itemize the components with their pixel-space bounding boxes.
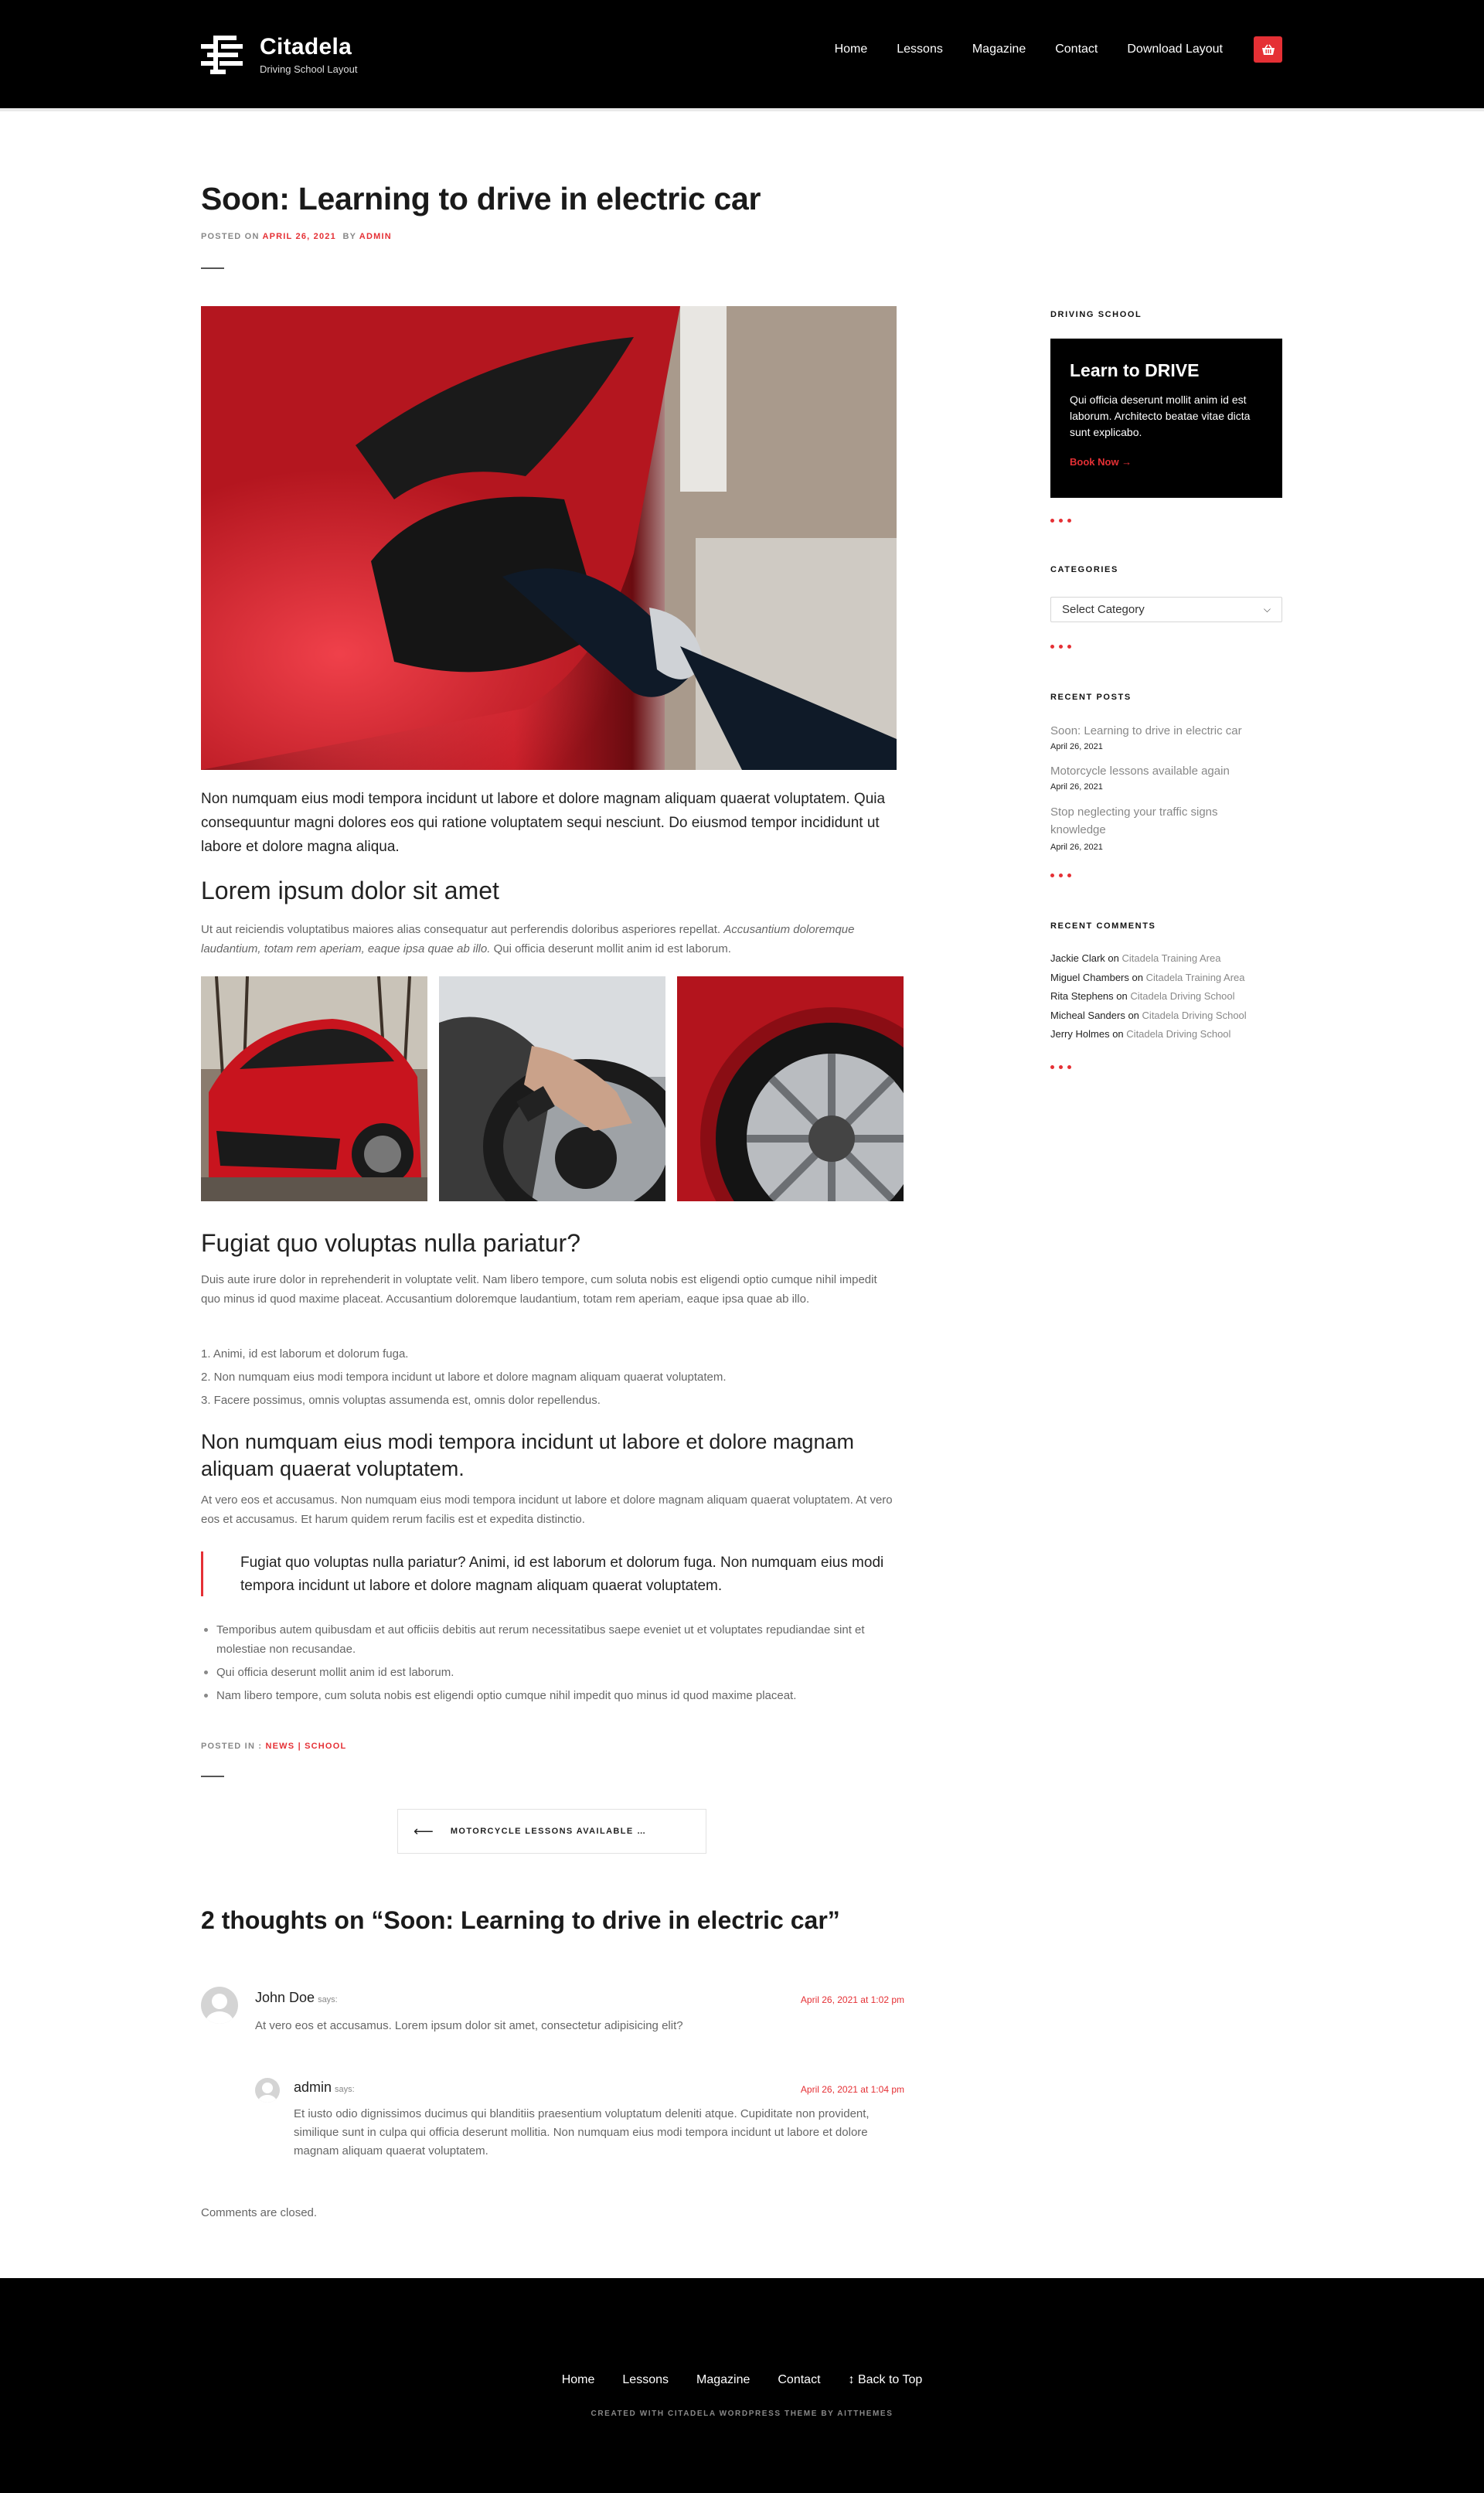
recent-comment-post-link[interactable]: Citadela Driving School xyxy=(1126,1028,1231,1040)
quote-text: Fugiat quo voluptas nulla pariatur? Animi, id est laborum et dolorum fuga. Non numquam eius modi tempora incidunt ut labore et dolore magnam aliquam quaerat voluptatem. xyxy=(240,1555,884,1594)
comment-author-name: admin xyxy=(294,2079,332,2095)
dots-divider xyxy=(1050,1065,1071,1069)
comment-text: At vero eos et accusamus. Lorem ipsum dolor sit amet, consectetur adipisicing elit? xyxy=(255,2019,683,2032)
comment-author[interactable] xyxy=(255,1990,338,2006)
recent-comment-author[interactable]: Miguel Chambers xyxy=(1050,972,1129,983)
recent-comment-author[interactable]: Jackie Clark xyxy=(1050,952,1105,964)
recent-comment-on: on xyxy=(1108,952,1119,964)
posted-in xyxy=(201,1742,346,1751)
footer-nav-lessons[interactable]: Lessons xyxy=(622,2373,669,2386)
promo-text: Qui officia deserunt mollit anim id est laborum. Architecto beatae vitae dicta sunt explicabo. xyxy=(1070,393,1251,438)
avatar xyxy=(255,2078,280,2103)
recent-comment-post-link[interactable]: Citadela Training Area xyxy=(1145,972,1245,983)
gallery-image-steering-wheel[interactable] xyxy=(439,976,665,1201)
comment-author[interactable] xyxy=(294,2079,355,2096)
list-item: 2. Non numquam eius modi tempora incidunt ut labore et dolore magnam aliquam quaerat voluptatem. xyxy=(201,1371,727,1384)
header-divider xyxy=(0,108,1484,111)
recent-post-date: April 26, 2021 xyxy=(1050,742,1103,751)
arrow-left-icon: ⟵ xyxy=(414,1823,434,1839)
posted-in-label: POSTED IN : xyxy=(201,1742,263,1751)
previous-post-link[interactable] xyxy=(397,1809,706,1854)
footer-credit: CREATED WITH CITADELA WORDPRESS THEME BY AITTHEMES xyxy=(591,2410,893,2418)
recent-post-date: April 26, 2021 xyxy=(1050,843,1103,852)
by-label: BY xyxy=(342,232,356,241)
nav-contact[interactable]: Contact xyxy=(1055,43,1098,56)
list-item: Nam libero tempore, cum soluta nobis est eligendi optio cumque nihil impedit quo minus id quod maxime placeat. xyxy=(201,1686,897,1705)
nav-lessons[interactable]: Lessons xyxy=(897,43,943,56)
recent-comment-author[interactable]: Rita Stephens xyxy=(1050,990,1114,1002)
heading-lorem: Lorem ipsum dolor sit amet xyxy=(201,877,499,904)
recent-post-link[interactable]: Stop neglecting your traffic signs knowledge xyxy=(1050,805,1218,836)
avatar xyxy=(201,1987,238,2024)
category-link-news[interactable]: NEWS xyxy=(265,1742,295,1751)
paragraph-1 xyxy=(201,920,897,959)
list-item: 3. Facere possimus, omnis voluptas assumenda est, omnis dolor repellendus. xyxy=(201,1394,601,1407)
paragraph-1-italic: Accusantium doloremque laudantium, totam rem aperiam, eaque ipsa quae ab illo. xyxy=(201,923,855,955)
sidebar-heading-categories: CATEGORIES xyxy=(1050,565,1118,574)
recent-comment-on: on xyxy=(1128,1010,1139,1021)
site-header xyxy=(0,0,1484,108)
paragraph-1-end: Qui officia deserunt mollit anim id est laborum. xyxy=(493,942,731,955)
promo-title: Learn to DRIVE xyxy=(1070,360,1200,380)
recent-comment-on: on xyxy=(1112,1028,1124,1040)
recent-comment-post-link[interactable]: Citadela Driving School xyxy=(1130,990,1235,1002)
recent-comment-post-link[interactable]: Citadela Training Area xyxy=(1122,952,1221,964)
list-item: Qui officia deserunt mollit anim id est laborum. xyxy=(201,1663,897,1682)
hero-image xyxy=(201,306,897,770)
recent-comment-on: on xyxy=(1116,990,1128,1002)
post-author-link[interactable]: ADMIN xyxy=(359,232,392,241)
posted-on-label: POSTED ON xyxy=(201,232,260,241)
logo-mark-icon xyxy=(201,36,243,74)
bullet-list xyxy=(201,1620,897,1709)
recent-comment-author[interactable]: Jerry Holmes xyxy=(1050,1028,1110,1040)
post-meta xyxy=(201,232,392,241)
posted-in-rule xyxy=(201,1776,224,1777)
footer-nav xyxy=(0,2373,1484,2387)
nav-home[interactable]: Home xyxy=(834,43,868,56)
footer-nav-home[interactable]: Home xyxy=(561,2373,595,2386)
category-select-value: Select Category xyxy=(1062,603,1145,616)
gallery-image-tire[interactable] xyxy=(677,976,904,1201)
category-select[interactable] xyxy=(1050,597,1282,622)
says-label: says: xyxy=(318,1995,338,2004)
sidebar-heading-driving-school: DRIVING SCHOOL xyxy=(1050,310,1142,319)
recent-post-link[interactable]: Soon: Learning to drive in electric car xyxy=(1050,724,1242,737)
main-nav xyxy=(805,40,1223,59)
footer-nav-contact[interactable]: Contact xyxy=(778,2373,821,2386)
sidebar-heading-recent-posts: RECENT POSTS xyxy=(1050,693,1132,702)
post-title: Soon: Learning to drive in electric car xyxy=(201,181,761,216)
basket-icon xyxy=(1261,44,1275,56)
promo-box xyxy=(1050,339,1282,498)
recent-post-link[interactable]: Motorcycle lessons available again xyxy=(1050,765,1230,778)
recent-comment-author[interactable]: Micheal Sanders xyxy=(1050,1010,1125,1021)
gallery-image-red-car[interactable] xyxy=(201,976,427,1201)
list-item: 1. Animi, id est laborum et dolorum fuga. xyxy=(201,1347,409,1361)
recent-comment xyxy=(1050,1028,1230,1040)
category-link-school[interactable]: SCHOOL xyxy=(305,1742,347,1751)
comment-author-name: John Doe xyxy=(255,1990,315,2005)
category-separator: | xyxy=(298,1742,301,1751)
comment-text: Et iusto odio dignissimos ducimus qui blanditiis praesentium voluptatum deleniti atque. Cupiditate non provident, similique sunt in culpa qui officia deserunt mollitia. Non numquam eius modi tempora incidunt ut labore et dolore magnam aliquam quaerat voluptatem. xyxy=(294,2107,870,2158)
comment-date-link[interactable]: April 26, 2021 at 1:02 pm xyxy=(800,1994,904,2005)
book-now-link[interactable]: Book Now → xyxy=(1070,456,1132,468)
previous-post-label: MOTORCYCLE LESSONS AVAILABLE … xyxy=(450,1827,647,1836)
comment-date-link[interactable]: April 26, 2021 at 1:04 pm xyxy=(800,2084,904,2095)
recent-comment xyxy=(1050,990,1235,1002)
dots-divider xyxy=(1050,519,1071,523)
recent-comment-post-link[interactable]: Citadela Driving School xyxy=(1142,1010,1247,1021)
footer-nav-magazine[interactable]: Magazine xyxy=(696,2373,751,2386)
list-item: Temporibus autem quibusdam et aut officiis debitis aut rerum necessitatibus saepe eveniet ut et voluptates repudiandae sint et molestiae non recusandae. xyxy=(201,1620,897,1659)
paragraph-2: Duis aute irure dolor in reprehenderit in voluptate velit. Nam libero tempore, cum soluta nobis est eligendi optio cumque nihil impedit quo minus id quod maxime placeat. Accusantium doloremque laudantium, totam rem aperiam, eaque ipsa quae ab illo. xyxy=(201,1273,877,1306)
recent-comment-on: on xyxy=(1132,972,1143,983)
blockquote xyxy=(201,1551,897,1596)
nav-magazine[interactable]: Magazine xyxy=(972,43,1026,56)
logo-subtitle: Driving School Layout xyxy=(260,63,358,75)
recent-comment xyxy=(1050,972,1245,983)
chevron-down-icon: ⌵ xyxy=(1263,604,1271,615)
comments-title: 2 thoughts on “Soon: Learning to drive in electric car” xyxy=(201,1906,840,1934)
heading-non-numquam: Non numquam eius modi tempora incidunt ut labore et dolore magnam aliquam quaerat voluptatem. xyxy=(201,1430,854,1480)
says-label: says: xyxy=(335,2085,355,2094)
comments-closed: Comments are closed. xyxy=(201,2206,318,2219)
paragraph-3: At vero eos et accusamus. Non numquam eius modi tempora incidunt ut labore et dolore magnam aliquam quaerat voluptatem. At vero eos et accusamus. Et harum quidem rerum facilis est et expedita distinctio. xyxy=(201,1493,893,1526)
site-logo[interactable] xyxy=(201,34,357,75)
heading-fugiat: Fugiat quo voluptas nulla pariatur? xyxy=(201,1229,580,1257)
sidebar-heading-recent-comments: RECENT COMMENTS xyxy=(1050,921,1156,931)
dots-divider xyxy=(1050,874,1071,877)
back-to-top-link[interactable]: ↕ Back to Top xyxy=(848,2373,923,2386)
logo-title: Citadela xyxy=(260,34,352,60)
ordered-list xyxy=(201,1343,897,1412)
post-lead: Non numquam eius modi tempora incidunt ut labore et dolore magnam aliquam quaerat voluptatem. Quia consequuntur magni dolores eos qui ratione voluptatem sequi nesciunt. Do eiusmod tempor incididunt ut labore et dolore magna aliqua. xyxy=(201,791,886,855)
paragraph-1-text: Ut aut reiciendis voluptatibus maiores alias consequatur aut perferendis doloribus asperiores repellat. xyxy=(201,923,721,936)
dots-divider xyxy=(1050,645,1071,649)
recent-comment xyxy=(1050,952,1220,964)
post-date-link[interactable]: APRIL 26, 2021 xyxy=(262,232,336,241)
recent-post-date: April 26, 2021 xyxy=(1050,782,1103,792)
title-rule xyxy=(201,267,224,269)
recent-comment xyxy=(1050,1010,1247,1021)
nav-download-layout[interactable]: Download Layout xyxy=(1127,43,1223,56)
cart-button[interactable] xyxy=(1254,36,1282,63)
